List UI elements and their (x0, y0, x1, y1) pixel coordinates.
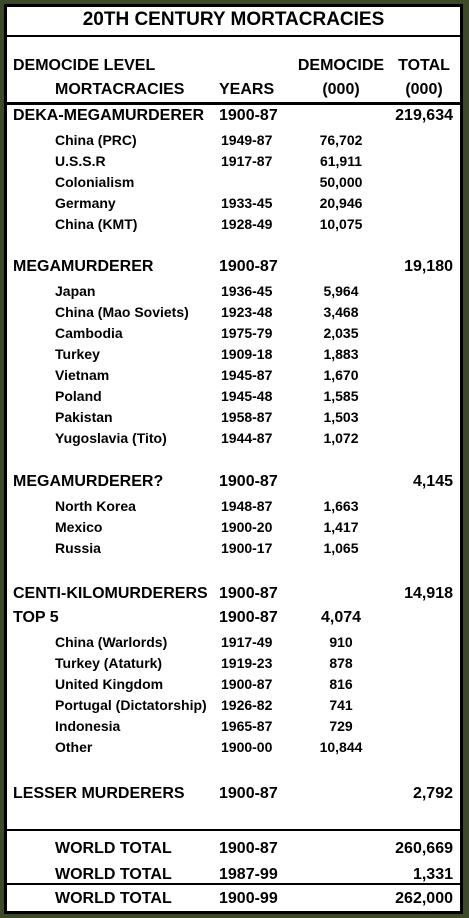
row-democide: 741 (329, 697, 353, 713)
row-years: 1900-00 (221, 739, 273, 755)
row-years: 1948-87 (221, 498, 273, 514)
row-democide: 2,035 (323, 325, 359, 341)
group-total: 4,145 (412, 473, 453, 490)
row-years: 1975-79 (221, 325, 273, 341)
row-democide: 5,964 (323, 283, 359, 299)
row-name: Turkey (55, 346, 100, 362)
row-years: 1909-18 (221, 346, 273, 362)
row-democide: 1,417 (323, 519, 359, 535)
row-democide: 910 (329, 634, 353, 650)
row-name: U.S.S.R (55, 153, 106, 169)
world-total-label: WORLD TOTAL (55, 866, 172, 883)
row-name: China (Mao Soviets) (55, 304, 189, 320)
row-democide: 1,883 (323, 346, 359, 362)
header-years: YEARS (219, 81, 275, 98)
world-total-value: 262,000 (395, 890, 453, 907)
row-years: 1900-17 (221, 540, 273, 556)
row-years: 1945-48 (221, 388, 273, 404)
row-name: China (Warlords) (55, 634, 168, 650)
world-total-years: 1900-87 (219, 840, 278, 857)
header-mortacracies: MORTACRACIES (55, 81, 185, 98)
row-name: Cambodia (55, 325, 123, 341)
row-democide: 878 (329, 655, 353, 671)
group-total: 14,918 (404, 585, 453, 602)
row-democide: 3,468 (323, 304, 359, 320)
group-years: 1900-87 (219, 107, 278, 124)
row-years: 1928-49 (221, 216, 273, 232)
row-democide: 76,702 (319, 132, 363, 148)
group-total: 219,634 (395, 107, 453, 124)
header-democide: DEMOCIDE (297, 57, 385, 74)
row-years: 1923-48 (221, 304, 273, 320)
world-total-label: WORLD TOTAL (55, 890, 172, 907)
row-years: 1965-87 (221, 718, 273, 734)
row-name: Japan (55, 283, 96, 299)
group-name: MEGAMURDERER? (13, 473, 164, 490)
row-democide: 1,503 (323, 409, 359, 425)
row-years: 1917-49 (221, 634, 273, 650)
table-frame (4, 4, 463, 914)
title-divider (7, 35, 460, 37)
row-name: Poland (55, 388, 102, 404)
group-name: DEKA-MEGAMURDERER (13, 107, 205, 124)
group-years: 1900-87 (219, 585, 278, 602)
row-name: United Kingdom (55, 676, 164, 692)
row-years: 1933-45 (221, 195, 273, 211)
group-years: 1900-87 (219, 609, 278, 626)
row-years: 1926-82 (221, 697, 273, 713)
row-years: 1936-45 (221, 283, 273, 299)
row-name: China (KMT) (55, 216, 138, 232)
group-total: 2,792 (412, 785, 453, 802)
final-total-divider (7, 883, 460, 885)
group-total: 19,180 (404, 258, 453, 275)
row-democide: 1,585 (323, 388, 359, 404)
header-total: TOTAL (398, 57, 450, 74)
row-years: 1958-87 (221, 409, 273, 425)
row-name: Indonesia (55, 718, 121, 734)
row-democide: 50,000 (319, 174, 363, 190)
row-years: 1919-23 (221, 655, 273, 671)
page-title: 20TH CENTURY MORTACRACIES (82, 9, 385, 30)
row-name: Other (55, 739, 93, 755)
header-democide-level: DEMOCIDE LEVEL (13, 57, 156, 74)
row-democide: 61,911 (319, 153, 363, 169)
row-name: Germany (55, 195, 116, 211)
row-years: 1900-87 (221, 676, 273, 692)
row-years: 1945-87 (221, 367, 273, 383)
group-democide: 4,074 (320, 609, 362, 626)
row-democide: 1,663 (323, 498, 359, 514)
row-name: Colonialism (55, 174, 135, 190)
group-years: 1900-87 (219, 258, 278, 275)
header-divider (7, 102, 460, 105)
row-name: Pakistan (55, 409, 113, 425)
row-democide: 10,075 (319, 216, 363, 232)
world-total-value: 260,669 (395, 840, 453, 857)
group-name: MEGAMURDERER (13, 258, 154, 275)
row-years: 1949-87 (221, 132, 273, 148)
row-name: Vietnam (55, 367, 110, 383)
row-name: Yugoslavia (Tito) (55, 430, 167, 446)
row-democide: 1,072 (323, 430, 359, 446)
row-name: Mexico (55, 519, 103, 535)
group-name: CENTI-KILOMURDERERS (13, 585, 208, 602)
row-years: 1917-87 (221, 153, 273, 169)
row-democide: 1,670 (323, 367, 359, 383)
row-name: Russia (55, 540, 101, 556)
group-name: LESSER MURDERERS (13, 785, 185, 802)
world-total-label: WORLD TOTAL (55, 840, 172, 857)
row-name: Portugal (Dictatorship) (55, 697, 207, 713)
row-democide: 20,946 (319, 195, 363, 211)
row-name: North Korea (55, 498, 136, 514)
row-democide: 10,844 (319, 739, 363, 755)
row-democide: 1,065 (323, 540, 359, 556)
row-name: Turkey (Ataturk) (55, 655, 163, 671)
group-years: 1900-87 (219, 785, 278, 802)
row-years: 1900-20 (221, 519, 273, 535)
header-total-units: (000) (405, 81, 443, 98)
totals-divider (7, 829, 460, 831)
row-democide: 729 (329, 718, 353, 734)
row-years: 1944-87 (221, 430, 273, 446)
group-name: TOP 5 (13, 609, 59, 626)
row-name: China (PRC) (55, 132, 137, 148)
world-total-value: 1,331 (412, 866, 453, 883)
row-democide: 816 (329, 676, 353, 692)
world-total-years: 1900-99 (219, 890, 278, 907)
world-total-years: 1987-99 (219, 866, 278, 883)
header-democide-units: (000) (322, 81, 360, 98)
group-years: 1900-87 (219, 473, 278, 490)
